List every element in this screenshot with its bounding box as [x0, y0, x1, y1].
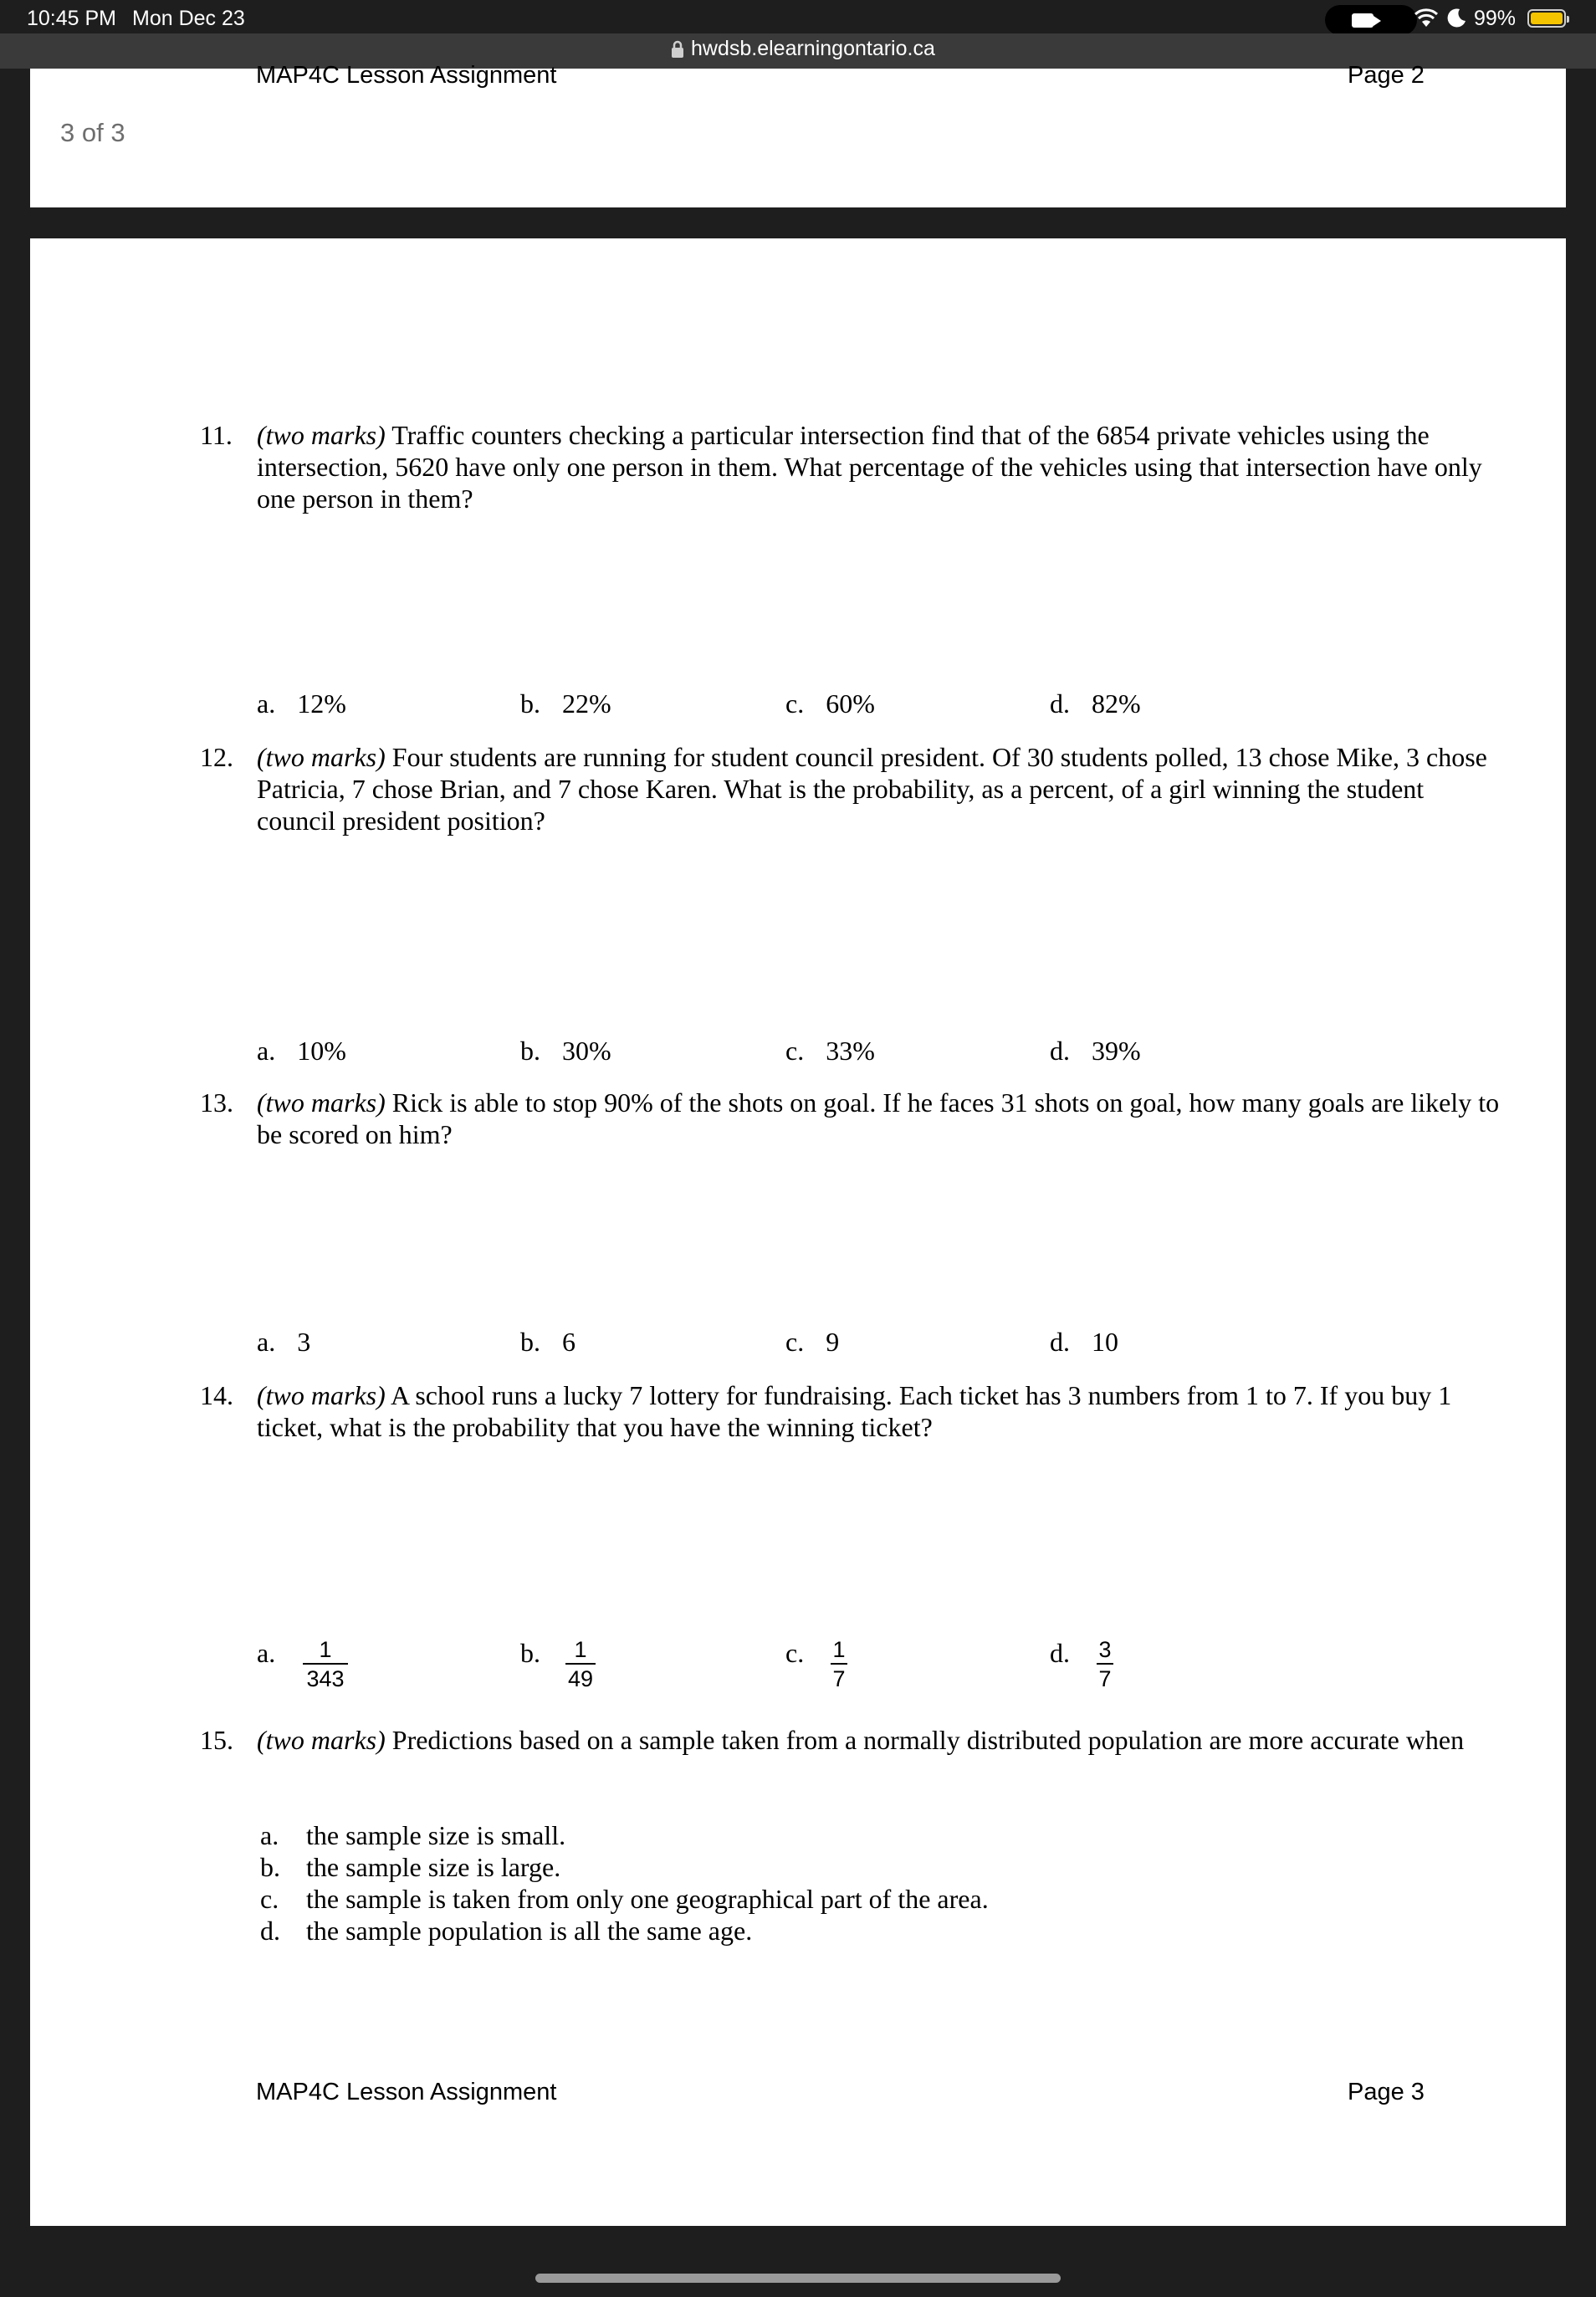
question-body: Traffic counters checking a particular intersection find that of the 6854 private vehicles using the intersection, 5620 have only one person in them. What percentage of the vehicles using that intersection have only one person in them?	[257, 420, 1482, 514]
choice-14b[interactable]: b.	[520, 1638, 540, 1668]
battery-percentage: 99%	[1474, 7, 1517, 30]
choice-12c[interactable]: c. 33%	[785, 1036, 875, 1066]
question-text	[257, 1087, 1503, 1150]
fraction-14a: 1 343	[303, 1637, 348, 1691]
choice-13c[interactable]: c. 9	[785, 1327, 840, 1357]
question-body: Predictions based on a sample taken from a normally distributed population are more accurate when	[385, 1725, 1465, 1755]
choice-11d[interactable]: d. 82%	[1050, 688, 1141, 719]
choice-14d[interactable]: d.	[1050, 1638, 1070, 1668]
question-number: 14.	[200, 1380, 233, 1410]
question-text	[257, 1724, 1503, 1756]
document-page: 11. (two marks) Traffic counters checking a particular intersection find that of the 6854 private vehicles using the intersection, 5620 have only one person in them. What percentage of the vehicles using that intersection have only one person in them? a. 12% b. 22% c. 60% d. 82% 12. (two marks) Four students are running for student council president. Of 30 students polled, 13 chose Mike, 3 chose Patricia, 7 chose Brian, and 7 chose Karen. What is the probability, as a percent, of a girl winning the student council president position? a. 10% b. 30% c. 33% d. 39% 13. (two marks) Rick is able to stop 90% of the shots on goal. If he faces 31 shots on goal, how many goals are likely to be scored on him? a. 3 b. 6 c. 9 d. 10 14. (two marks) A school runs a lucky 7 lottery for fundraising. Each ticket has 3 numbers from 1 to 7. If you buy 1 ticket, what is the probability that you have the winning ticket? a. 1 343 b. 1 49 c. 1 7 d. 3 7 15. (two marks) Predictions based on a sample taken from a normally distributed population are more accurate when a. the sample size is small. b. the sample size is large. c. the sample is taken from only one geographical part of the area. d. the sample population is all the same age. MAP4C Lesson Assignment Page 3	[30, 238, 1566, 2226]
choice-13a[interactable]: a. 3	[257, 1327, 311, 1357]
fraction-14c: 1 7	[831, 1637, 847, 1691]
battery-icon	[1527, 9, 1566, 28]
question-marks: (two marks)	[257, 1087, 386, 1118]
previous-page-header-title: MAP4C Lesson Assignment	[256, 62, 557, 89]
question-text	[257, 419, 1503, 514]
choice-12b[interactable]: b. 30%	[520, 1036, 611, 1066]
status-date: Mon Dec 23	[132, 7, 245, 30]
previous-page	[30, 62, 1566, 207]
status-time: 10:45 PM	[27, 7, 117, 30]
question-marks: (two marks)	[257, 1725, 386, 1755]
fraction-14b: 1 49	[565, 1637, 596, 1691]
choice-14a[interactable]: a.	[257, 1638, 276, 1668]
page-footer-number: Page 3	[1348, 2079, 1425, 2105]
page-url[interactable]: hwdsb.elearningontario.ca	[691, 37, 935, 60]
home-indicator[interactable]	[535, 2274, 1061, 2283]
question-text	[257, 741, 1503, 836]
question-marks: (two marks)	[257, 420, 386, 450]
screen-recording-indicator[interactable]	[1325, 5, 1417, 35]
video-camera-icon	[1352, 13, 1373, 28]
question-body: Rick is able to stop 90% of the shots on goal. If he faces 31 shots on goal, how many goals are likely to be scored on him?	[257, 1087, 1500, 1149]
question-number: 13.	[200, 1087, 233, 1118]
question-text	[257, 1379, 1503, 1443]
choice-12d[interactable]: d. 39%	[1050, 1036, 1141, 1066]
choice-13d[interactable]: d. 10	[1050, 1327, 1118, 1357]
wifi-icon	[1414, 7, 1439, 28]
choice-11a[interactable]: a. 12%	[257, 688, 346, 719]
choice-11b[interactable]: b. 22%	[520, 688, 611, 719]
choice-14c[interactable]: c.	[785, 1638, 805, 1668]
previous-page-number: Page 2	[1348, 62, 1425, 89]
page-footer-title: MAP4C Lesson Assignment	[256, 2079, 557, 2105]
choice-12a[interactable]: a. 10%	[257, 1036, 346, 1066]
question-number: 15.	[200, 1725, 233, 1755]
question-marks: (two marks)	[257, 1380, 386, 1410]
page-counter: 3 of 3	[60, 118, 125, 147]
status-bar	[0, 0, 1596, 37]
question-marks: (two marks)	[257, 742, 386, 772]
question-body: A school runs a lucky 7 lottery for fundraising. Each ticket has 3 numbers from 1 to 7. If you buy 1 ticket, what is the probability that you have the winning ticket?	[257, 1380, 1452, 1442]
fraction-14d: 3 7	[1097, 1637, 1113, 1691]
lock-icon	[669, 39, 686, 59]
question-body: Four students are running for student council president. Of 30 students polled, 13 chose Mike, 3 chose Patricia, 7 chose Brian, and 7 chose Karen. What is the probability, as a percent, of a girl winning the student council president position?	[257, 742, 1487, 836]
choice-13b[interactable]: b. 6	[520, 1327, 575, 1357]
choice-11c[interactable]: c. 60%	[785, 688, 875, 719]
question-number: 12.	[200, 742, 233, 772]
moon-icon	[1445, 7, 1467, 28]
question-number: 11.	[200, 420, 233, 450]
